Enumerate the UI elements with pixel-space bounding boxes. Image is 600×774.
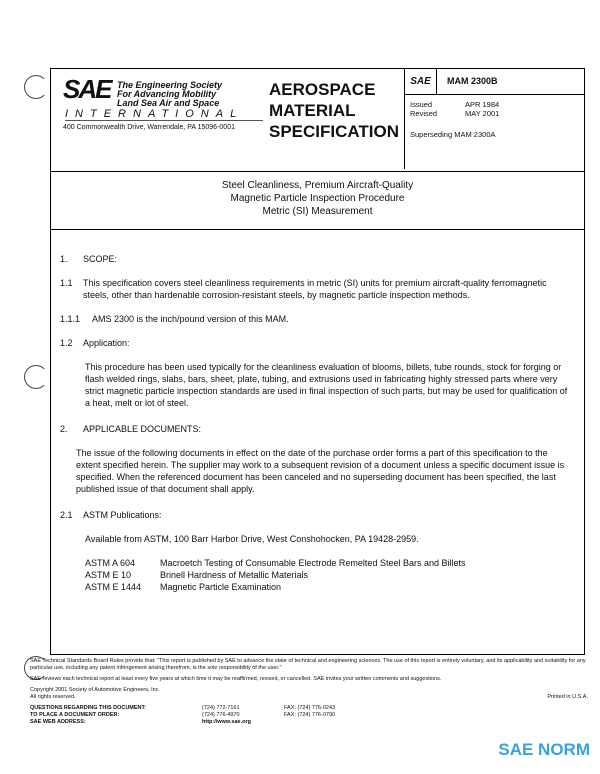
astm-list (60, 557, 572, 593)
section-heading: ASTM Publications: (83, 510, 162, 520)
section-text: This specification covers steel cleanliness requirements in metric (SI) units for premium aircraft-quality ferromagnetic steels, other than hardenable corrosion-resistant steels, by magnetic particle inspection methods. (83, 278, 547, 300)
section-heading: SCOPE: (83, 254, 118, 264)
title-line: Steel Cleanliness, Premium Aircraft-Quality (221, 180, 414, 191)
tagline-line: The Engineering Society (117, 80, 223, 90)
watermark-text: SAE NORM (498, 740, 590, 759)
revised-label: Revised (410, 109, 438, 118)
society-tagline (117, 81, 222, 108)
sae-logo-text: SAE (63, 74, 111, 104)
title-line: Magnetic Particle Inspection Procedure (230, 193, 405, 204)
astm-title: Brinell Hardness of Metallic Materials (160, 570, 309, 580)
section-number: 2. (60, 424, 68, 434)
superseding-label: Superseding (410, 130, 453, 139)
astm-title: Magnetic Particle Examination (160, 582, 282, 592)
contact-fax: FAX: (724) 776-0790 (284, 712, 336, 718)
paragraph: This procedure has been used typically for the cleanliness evaluation of blooms, billets, tube rounds, stock for forging or flash welded rings, slabs, bars, sheet, plate, tubing, and extrusions used in fabricating highly stressed parts where very strict magnetic particle inspection standards are used in final inspection of such parts, but may be used for qualification of a heat, melt or lot of steel. (85, 362, 568, 408)
title-line: Metric (SI) Measurement (262, 206, 373, 217)
astm-code: ASTM E 10 (85, 570, 132, 580)
paragraph: The issue of the following documents in effect on the date of the purchase order forms a part of this specification to the extent specified herein. The supplier may work to a subsequent revision of a document unless a specific document issue is specified. When the referenced document has been canceled and no superseding document has been specified, the last published issue of that document shall apply. (76, 448, 565, 494)
international-text: INTERNATIONAL (65, 108, 263, 121)
contact-label: SAE WEB ADDRESS: (30, 719, 86, 725)
astm-title: Macroetch Testing of Consumable Electrode Remelted Steel Bars and Billets (160, 558, 466, 568)
astm-code: ASTM A 604 (85, 558, 136, 568)
contact-row (30, 712, 588, 719)
doc-type-line: MATERIAL (269, 101, 356, 120)
document-frame (50, 68, 585, 655)
tagline-line: Land Sea Air and Space (117, 98, 220, 108)
tagline-line: For Advancing Mobility (117, 89, 217, 99)
doc-info-box (404, 69, 585, 169)
dates (405, 95, 585, 118)
contacts (30, 705, 588, 726)
punch-hole (24, 75, 48, 99)
address: 400 Commonwealth Drive, Warrendale, PA 15096-0001 (63, 124, 235, 131)
header (51, 69, 584, 172)
list-item (85, 557, 572, 569)
printed-in: Printed in U.S.A. (547, 694, 588, 700)
contact-phone: (724) 776-4970 (202, 712, 240, 718)
watermark-logo (498, 740, 590, 760)
copyright: Copyright 2001 Society of Automotive Engineers, Inc. (30, 687, 160, 693)
section-number: 2.1 (60, 510, 73, 520)
web-address[interactable]: http://www.sae.org (202, 719, 251, 725)
contact-row (30, 719, 588, 726)
issued-date: APR 1984 (465, 100, 500, 109)
section-number: 1.1.1 (60, 314, 81, 324)
rights: All rights reserved. (30, 694, 76, 700)
footer (30, 658, 588, 726)
section-number: 1.2 (60, 338, 73, 348)
issued-label: Issued (410, 100, 433, 109)
paragraph: Available from ASTM, 100 Barr Harbor Drive, West Conshohocken, PA 19428-2959. (85, 534, 419, 544)
list-item (85, 581, 572, 593)
superseding-value: MAM 2300A (454, 130, 496, 139)
section-number: 1.1 (60, 278, 73, 288)
doc-number: MAM 2300B (447, 76, 498, 86)
contact-row (30, 705, 588, 712)
section-heading: Application: (83, 338, 130, 348)
small-sae-logo: SAE (405, 69, 437, 94)
doc-title (51, 179, 584, 218)
contact-phone: (724) 772-7161 (202, 705, 240, 711)
astm-code: ASTM E 1444 (85, 582, 142, 592)
review-text: SAE reviews each technical report at least every five years at which time it may be reaffirmed, revised, or cancelled. SAE invites your written comments and suggestions. (30, 676, 442, 682)
doc-type-line: SPECIFICATION (269, 122, 400, 141)
doc-type-line: AEROSPACE (269, 80, 376, 99)
contact-fax: FAX: (724) 776-0243 (284, 705, 336, 711)
doc-body (60, 239, 572, 593)
rules-text: SAE Technical Standards Board Rules provide that: "This report is published by SAE to advance the state of technical and engineering sciences. The use of this report is entirely voluntary, and its applicability and suitability for any particular use, including any patent infringement arising therefrom, is the sole responsibility of the user." (30, 658, 586, 671)
doc-type (269, 79, 399, 142)
section-text: AMS 2300 is the inch/pound version of this MAM. (92, 314, 289, 324)
contact-label: TO PLACE A DOCUMENT ORDER: (30, 712, 120, 718)
list-item (85, 569, 572, 581)
section-heading: APPLICABLE DOCUMENTS: (83, 424, 202, 434)
section-number: 1. (60, 254, 68, 264)
contact-label: QUESTIONS REGARDING THIS DOCUMENT: (30, 705, 147, 711)
punch-hole (24, 365, 48, 389)
revised-date: MAY 2001 (465, 109, 500, 118)
divider (51, 229, 584, 230)
